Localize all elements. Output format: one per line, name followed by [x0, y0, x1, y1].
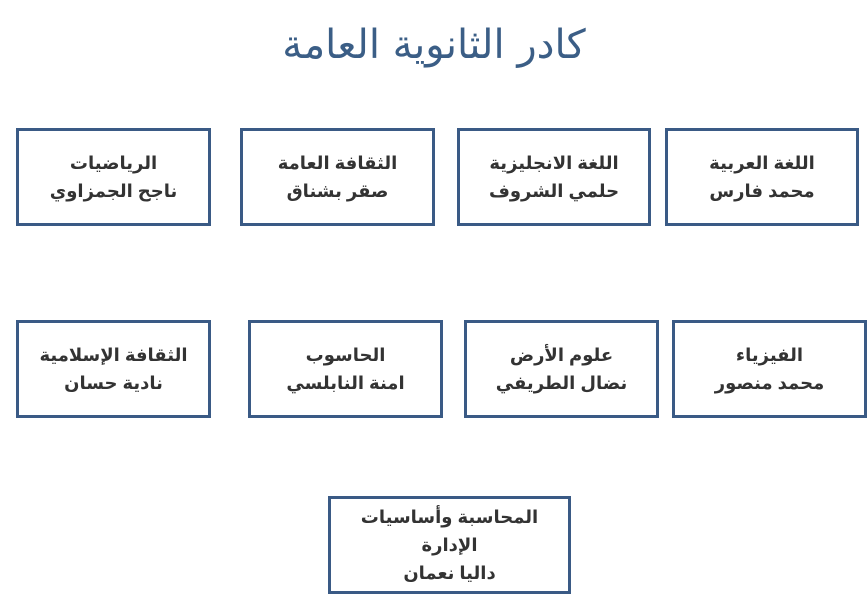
- staff-subject: الثقافة العامة: [277, 153, 398, 173]
- staff-name: ناجح الجمزاوي: [49, 181, 178, 201]
- staff-subject: اللغة الانجليزية: [489, 153, 619, 173]
- staff-name: نضال الطريفي: [495, 373, 628, 393]
- staff-subject: الثقافة الإسلامية: [39, 345, 188, 365]
- diagram-title: كادر الثانوية العامة: [282, 22, 586, 68]
- staff-box-physics: [672, 320, 867, 418]
- staff-subject: علوم الأرض: [509, 345, 614, 365]
- staff-name: امنة النابلسي: [286, 373, 405, 393]
- staff-subject: الرياضيات: [69, 153, 158, 173]
- staff-subject: الحاسوب: [305, 345, 386, 365]
- staff-name: داليا نعمان: [403, 563, 496, 583]
- staff-box-earth-sciences: [464, 320, 659, 418]
- staff-subject: الفيزياء: [735, 345, 804, 365]
- staff-box-computer: [248, 320, 443, 418]
- staff-subject: المحاسبة وأساسيات الإدارة: [360, 507, 539, 555]
- staff-name: نادية حسان: [64, 373, 163, 393]
- staff-box-accounting: [328, 496, 571, 594]
- staff-box-general-culture: [240, 128, 435, 226]
- staff-name: محمد منصور: [714, 373, 825, 393]
- staff-name: حلمي الشروف: [488, 181, 620, 201]
- staff-box-mathematics: [16, 128, 211, 226]
- staff-box-islamic-culture: [16, 320, 211, 418]
- staff-box-english: [457, 128, 651, 226]
- staff-subject: اللغة العربية: [709, 153, 815, 173]
- staff-name: محمد فارس: [709, 181, 815, 201]
- staff-box-arabic: [665, 128, 859, 226]
- staff-name: صقر بشناق: [286, 181, 389, 201]
